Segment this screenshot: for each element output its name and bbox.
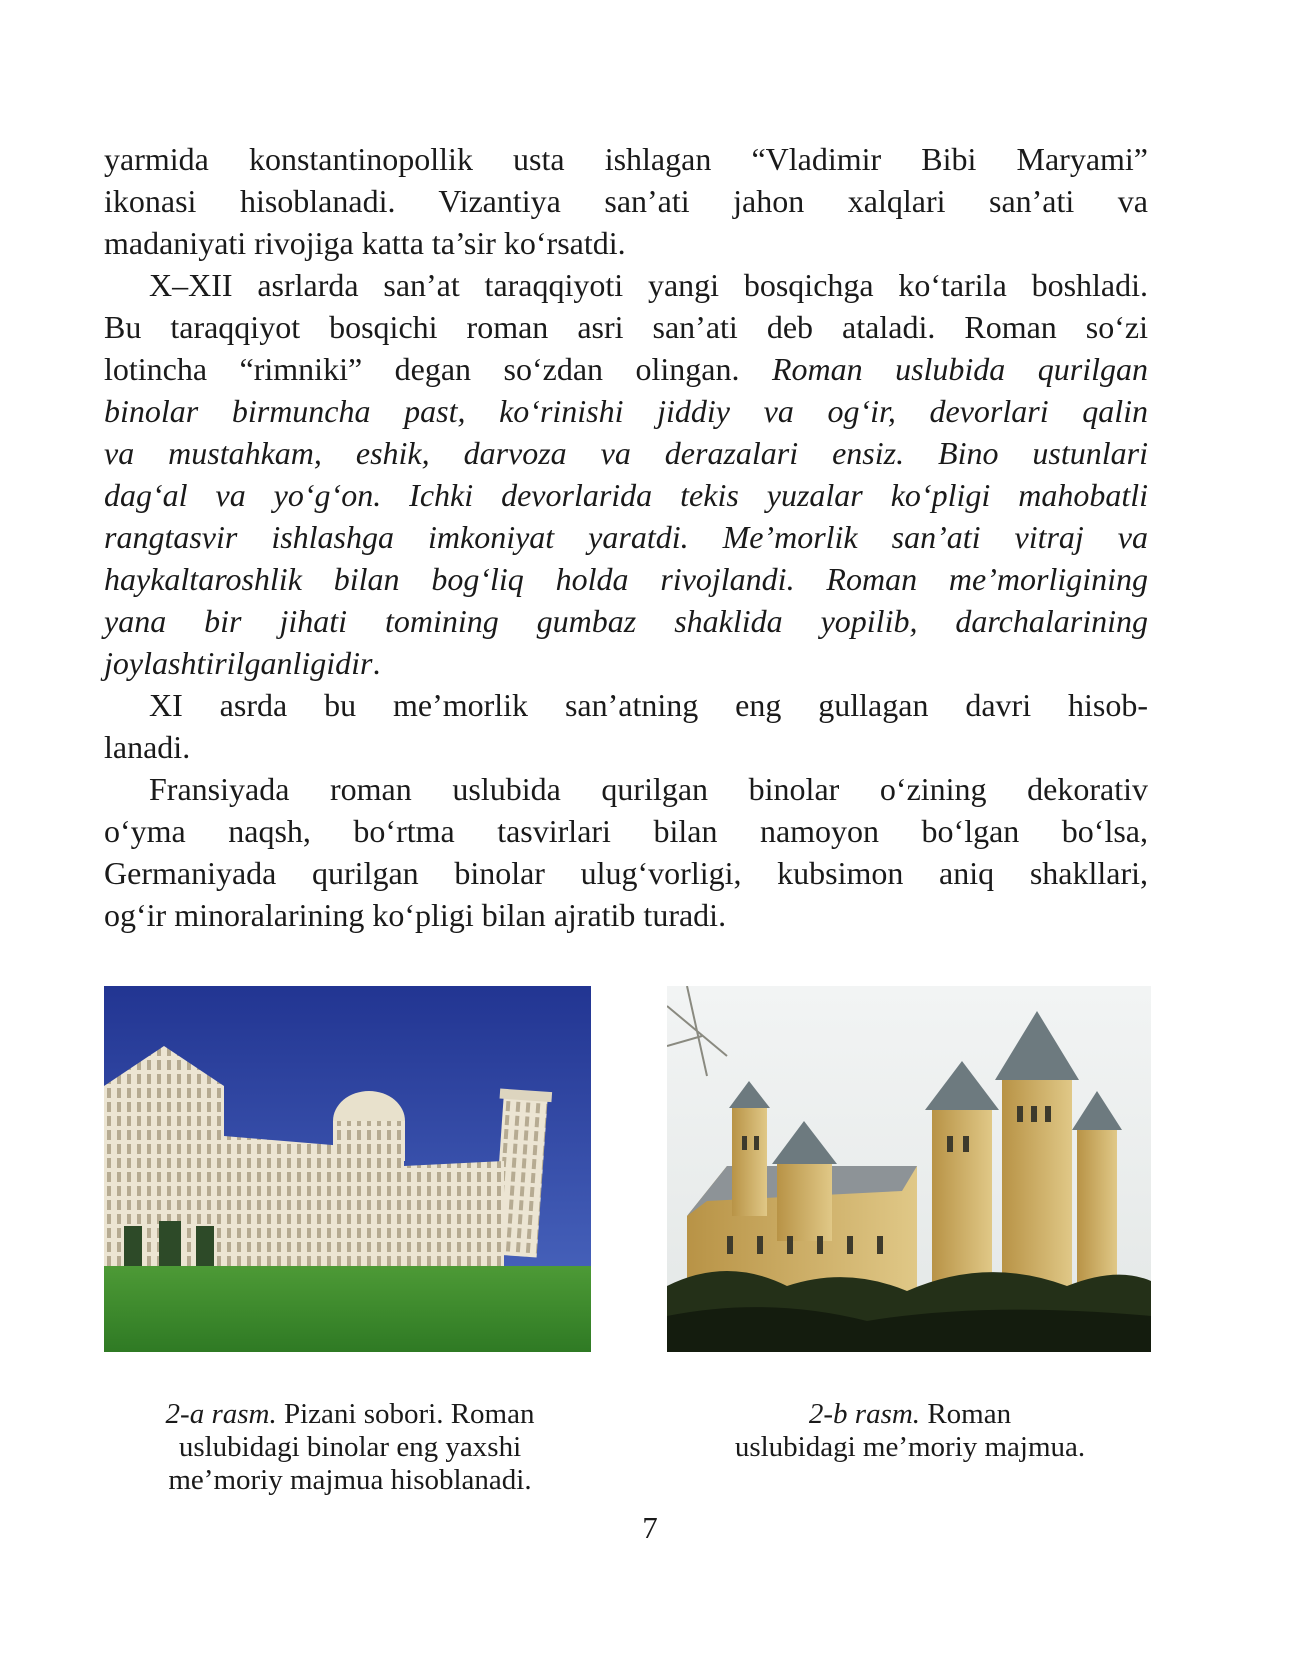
line: Germaniyada qurilgan binolar ulug‘vorligi, kubsimon aniq shakllari, xyxy=(104,855,1148,891)
italic-text: dag‘al va yo‘g‘on. Ichki devorlarida tekis yuzalar ko‘pligi mahobatli xyxy=(104,477,1148,513)
italic-text: haykaltaroshlik bilan bog‘liq holda rivojlandi. Roman me’morligining xyxy=(104,561,1148,597)
caption-line xyxy=(680,1398,1140,1431)
paragraph-2 xyxy=(104,306,1148,348)
italic-text: yana bir jihati tomining gumbaz shaklida yopilib, darchalarining xyxy=(104,603,1148,639)
line: lotincha “rimniki” degan so‘zdan olingan. xyxy=(104,351,740,387)
paragraph-1 xyxy=(104,222,1148,264)
paragraph-4 xyxy=(104,894,1148,936)
figure-2a-caption xyxy=(120,1398,580,1497)
line: og‘ir minoralarining ko‘pligi bilan ajratib turadi. xyxy=(104,897,727,933)
figure-label: 2-b rasm. xyxy=(808,1398,921,1430)
line: madaniyati rivojiga katta ta’sir ko‘rsatdi. xyxy=(104,225,626,261)
paragraph-4 xyxy=(104,810,1148,852)
line: yarmida konstantinopollik usta ishlagan “Vladimir Bibi Maryami” xyxy=(104,141,1148,177)
line: Bu taraqqiyot bosqichi roman asri san’ati deb ataladi. Roman so‘zi xyxy=(104,309,1148,345)
paragraph-1 xyxy=(104,138,1148,180)
figure-2a-photo xyxy=(104,986,591,1352)
body-text xyxy=(104,138,1148,936)
caption-line: uslubidagi me’moriy majmua. xyxy=(734,1431,1086,1463)
figure-2b-photo xyxy=(667,986,1151,1352)
line: o‘yma naqsh, bo‘rtma tasvirlari bilan namoyon bo‘lgan bo‘lsa, xyxy=(104,813,1148,849)
italic-text: rangtasvir ishlashga imkoniyat yaratdi. Me’morlik san’ati vitraj va xyxy=(104,519,1148,555)
period: . xyxy=(372,645,381,681)
page-number: 7 xyxy=(642,1510,658,1545)
caption-line: uslubidagi binolar eng yaxshi xyxy=(178,1431,522,1463)
paragraph-2 xyxy=(104,558,1148,600)
italic-text: joylashtirilganligidir xyxy=(104,645,373,681)
pisa-cathedral-illustration xyxy=(104,986,591,1352)
paragraph-2 xyxy=(104,264,1148,306)
figure-2b-caption xyxy=(680,1398,1140,1464)
paragraph-3 xyxy=(104,684,1148,726)
paragraph-2 xyxy=(104,348,1148,390)
line: X–XII asrlarda san’at taraqqiyoti yangi bosqichga ko‘tarila boshladi. xyxy=(149,267,1148,303)
paragraph-2 xyxy=(104,432,1148,474)
line: ikonasi hisoblanadi. Vizantiya san’ati jahon xalqlari san’ati va xyxy=(104,183,1148,219)
paragraph-4 xyxy=(104,852,1148,894)
line: lanadi. xyxy=(104,729,191,765)
caption-line: me’moriy majmua hisoblanadi. xyxy=(168,1464,532,1496)
paragraph-2 xyxy=(104,474,1148,516)
paragraph-3 xyxy=(104,726,1148,768)
paragraph-2 xyxy=(104,642,1148,684)
line: XI asrda bu me’morlik san’atning eng gullagan davri hisob- xyxy=(149,687,1148,723)
line: Fransiyada roman uslubida qurilgan binolar o‘zining dekorativ xyxy=(149,771,1148,807)
paragraph-2 xyxy=(104,390,1148,432)
caption-text: Pizani sobori. Roman xyxy=(283,1398,535,1430)
caption-line xyxy=(120,1398,580,1431)
figure-label: 2-a rasm. xyxy=(165,1398,277,1430)
paragraph-1 xyxy=(104,180,1148,222)
italic-text: va mustahkam, eshik, darvoza va derazalari ensiz. Bino ustunlari xyxy=(104,435,1148,471)
italic-text: binolar birmuncha past, ko‘rinishi jiddiy va og‘ir, devorlari qalin xyxy=(104,393,1148,429)
romanesque-abbey-illustration xyxy=(667,986,1151,1352)
caption-text: Roman xyxy=(927,1398,1012,1430)
paragraph-4 xyxy=(104,768,1148,810)
paragraph-2 xyxy=(104,516,1148,558)
paragraph-2 xyxy=(104,600,1148,642)
italic-text: Roman uslubida qurilgan xyxy=(771,351,1149,387)
